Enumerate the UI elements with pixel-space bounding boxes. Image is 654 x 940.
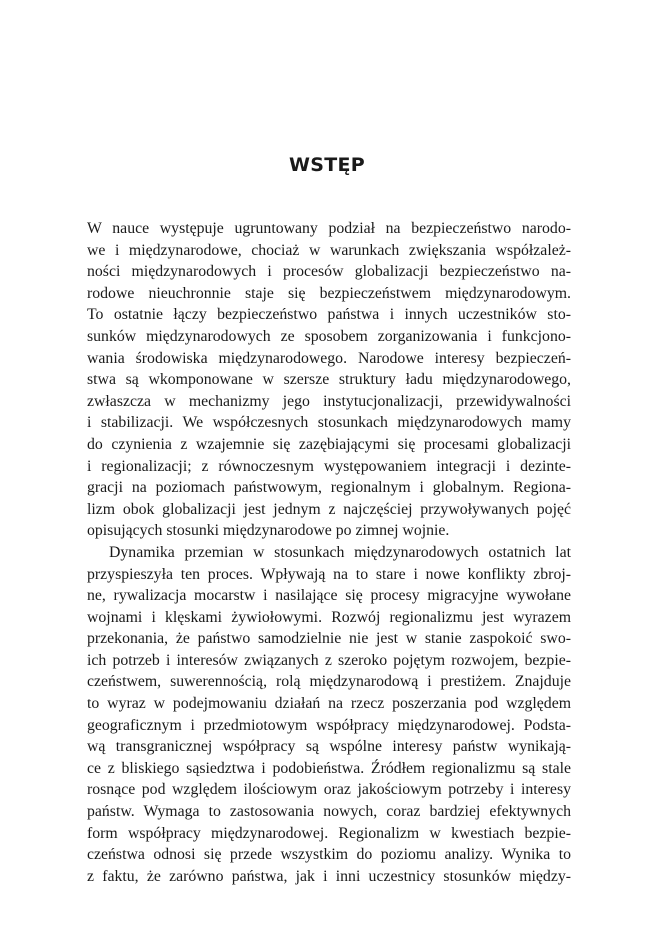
text-line: wania środowiska międzynarodowego. Narodowe interesy bezpieczeń- bbox=[87, 349, 571, 367]
text-line: państw. Wymaga to zastosowania nowych, coraz bardziej efektywnych bbox=[87, 803, 571, 821]
text-line: sunków międzynarodowych ze sposobem zorganizowania i funkcjono- bbox=[87, 327, 571, 345]
text-line: wą transgranicznej współpracy są wspólne interesy państw wynikają- bbox=[87, 738, 571, 756]
text-line: wojnami i klęskami żywiołowymi. Rozwój regionalizmu jest wyrazem bbox=[87, 608, 571, 626]
text-line: gracji na poziomach państwowym, regionalnym i globalnym. Regiona- bbox=[87, 479, 571, 497]
text-line: do czynienia z wzajemnie się zazębiającymi się procesami globalizacji bbox=[87, 435, 571, 453]
paragraph-2 bbox=[87, 542, 571, 888]
text-line: we i międzynarodowe, chociaż w warunkach zwiększania współzależ- bbox=[87, 241, 571, 259]
text-line: geograficznym i przedmiotowym współpracy międzynarodowej. Podsta- bbox=[87, 716, 571, 734]
text-line: zwłaszcza w mechanizmy jego instytucjonalizacji, przewidywalności bbox=[87, 392, 571, 410]
text-line: i stabilizacji. We współczesnych stosunkach międzynarodowych mamy bbox=[87, 414, 571, 432]
text-line: W nauce występuje ugruntowany podział na bezpieczeństwo narodo- bbox=[87, 220, 571, 237]
text-line: ne, rywalizacja mocarstw i nasilające się procesy migracyjne wywołane bbox=[87, 587, 571, 605]
text-line: lizm obok globalizacji jest jednym z najczęściej przywoływanych pojęć bbox=[87, 500, 571, 518]
paragraph-1 bbox=[87, 218, 571, 542]
text-line: przekonania, że państwo samodzielnie nie jest w stanie zaspokoić swo- bbox=[87, 630, 571, 648]
text-line: ce z bliskiego sąsiedztwa i podobieństwa. Źródłem regionalizmu są stale bbox=[87, 759, 571, 777]
text-line: to wyraz w podejmowaniu działań na rzecz poszerzania pod względem bbox=[87, 695, 571, 713]
text-line: stwa są wkomponowane w szersze struktury ładu międzynarodowego, bbox=[87, 371, 571, 389]
body-text bbox=[87, 218, 571, 887]
text-line: z faktu, że zarówno państwa, jak i inni uczestnicy stosunków między- bbox=[87, 867, 571, 885]
text-line: To ostatnie łączy bezpieczeństwo państwa i innych uczestników sto- bbox=[87, 306, 571, 324]
text-line: form współpracy międzynarodowej. Regionalizm w kwestiach bezpie- bbox=[87, 824, 571, 842]
text-line: przyspieszyła ten proces. Wpływają na to stare i nowe konflikty zbroj- bbox=[87, 565, 571, 583]
text-line: ności międzynarodowych i procesów globalizacji bezpieczeństwo na- bbox=[87, 263, 571, 281]
text-line: Dynamika przemian w stosunkach międzynarodowych ostatnich lat bbox=[109, 543, 571, 561]
text-line: i regionalizacji; z równoczesnym występowaniem integracji i dezinte- bbox=[87, 457, 571, 475]
text-line: opisujących stosunki międzynarodowe po zimnej wojnie. bbox=[87, 522, 450, 540]
text-line: czeństwem, suwerennością, rolą międzynarodową i prestiżem. Znajduje bbox=[87, 673, 571, 691]
text-line: czeństwa odnosi się przede wszystkim do poziomu analizy. Wynika to bbox=[87, 846, 571, 864]
text-line: ich potrzeb i interesów związanych z szeroko pojętym rozwojem, bezpie- bbox=[87, 651, 571, 669]
text-line: rodowe nieuchronnie staje się bezpieczeństwem międzynarodowym. bbox=[87, 284, 571, 302]
text-line: rosnące pod względem ilościowym oraz jakościowym potrzeby i interesy bbox=[87, 781, 571, 799]
page-title: WSTĘP bbox=[288, 154, 365, 176]
